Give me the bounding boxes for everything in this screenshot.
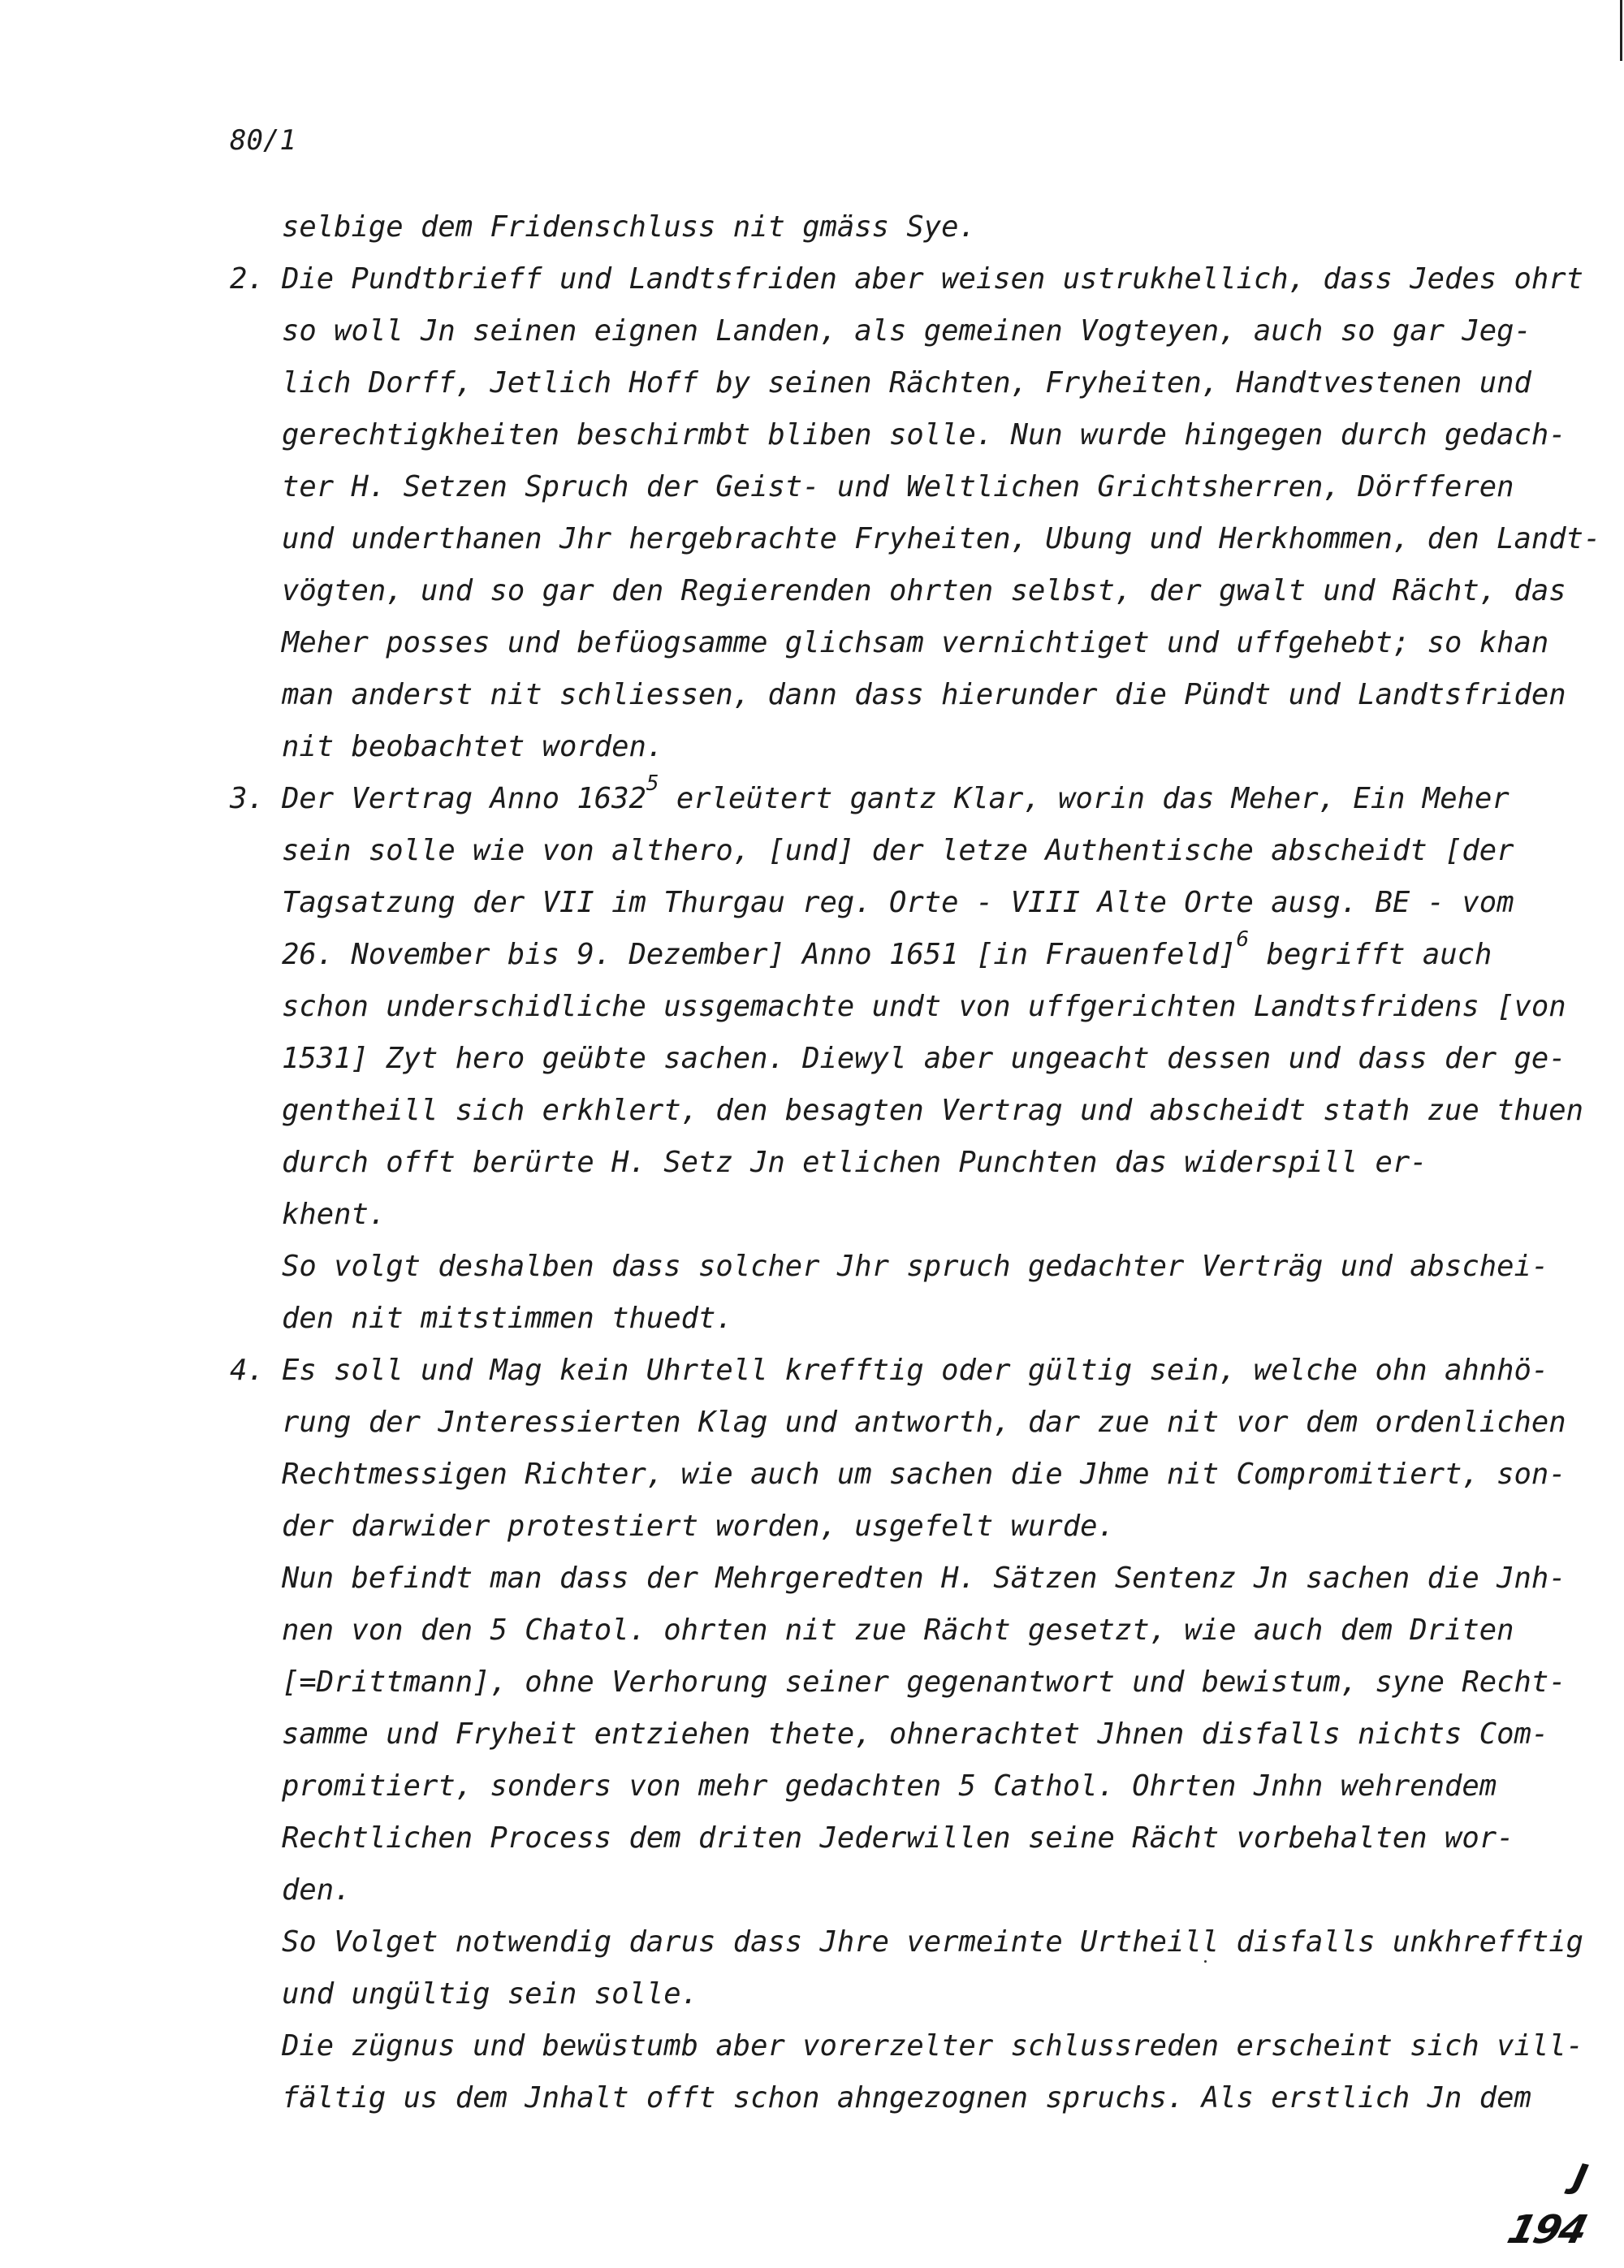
page-edge-mark [1620,0,1622,61]
text-line: ter H. Setzen Spruch der Geist- und Weltlichen Grichtsherren, Dörfferen [282,470,1514,503]
text-line: sein solle wie von althero, [und] der letze Authentische abscheidt [der [282,834,1514,867]
text-line: lich Dorff, Jetlich Hoff by seinen Rächten, Fryheiten, Handtvestenen und [282,366,1531,400]
handwritten-folio-number: 194 [1503,2207,1592,2253]
text-segment: Der Vertrag Anno 1632 [282,782,646,815]
text-line: schon underschidliche ussgemachte undt von uffgerichten Landtsfridens [von [282,990,1566,1023]
text-line: Es soll und Mag kein Uhrtell krefftig oder gültig sein, welche ohn ahnhö- [282,1354,1549,1387]
text-line: Meher posses und befüogsamme glichsam vernichtiget und uffgehebt; so khan [282,626,1549,659]
text-line: Rechtmessigen Richter, wie auch um sachen die Jhme nit Compromitiert, son- [282,1458,1566,1491]
paragraph-number: 3. [230,782,265,815]
text-line: fältig us dem Jnhalt offt schon ahngezognen spruchs. Als erstlich Jn dem [282,2081,1531,2115]
text-line: der darwider protestiert worden, usgefelt wurde. [282,1510,1115,1543]
text-line: gerechtigkheiten beschirmbt bliben solle. Nun wurde hingegen durch gedach- [282,418,1566,451]
text-line: rung der Jnteressierten Klag und antworth, dar zue nit vor dem ordenlichen [282,1406,1566,1439]
text-line: So Volget notwendig darus dass Jhre vermeinte Urtheill disfalls unkhrefftig [282,1925,1583,1959]
text-line: Die zügnus und bewüstumb aber vorerzelter schlussreden erscheint sich vill- [282,2029,1583,2063]
footnote-marker: 6 [1236,927,1250,952]
text-line: Tagsatzung der VII im Thurgau reg. Orte - VIII Alte Orte ausg. BE - vom [282,886,1514,919]
text-line [282,771,1510,819]
text-line [282,927,1492,975]
text-segment: erleütert gantz Klar, worin das Meher, Ein Meher [659,782,1510,815]
text-line: Die Pundtbrieff und Landtsfriden aber weisen ustrukhellich, dass Jedes ohrt [282,262,1583,296]
ink-dot [1204,1960,1207,1963]
text-line: nen von den 5 Chatol. ohrten nit zue Rächt gesetzt, wie auch dem Driten [282,1614,1514,1647]
text-line: selbige dem Fridenschluss nit gmäss Sye. [282,210,976,244]
handwritten-mark: J [1569,2155,1592,2200]
text-line: gentheill sich erkhlert, den besagten Vertrag und abscheidt stath zue thuen [282,1094,1583,1127]
text-line: den nit mitstimmen thuedt. [282,1302,733,1335]
text-line: Nun befindt man dass der Mehrgeredten H. Sätzen Sentenz Jn sachen die Jnh- [282,1562,1566,1595]
text-line: samme und Fryheit entziehen thete, ohnerachtet Jhnen disfalls nichts Com- [282,1717,1549,1751]
text-segment: begrifft auch [1249,938,1492,971]
text-line: man anderst nit schliessen, dann dass hierunder die Pündt und Landtsfriden [282,678,1566,711]
text-line: khent. [282,1198,387,1231]
text-line: Rechtlichen Process dem driten Jederwillen seine Rächt vorbehalten wor- [282,1821,1514,1855]
page-number: 80/1 [230,124,296,157]
footnote-marker: 5 [646,771,659,796]
text-line: und underthanen Jhr hergebrachte Fryheiten, Ubung und Herkhommen, den Landt- [282,522,1601,555]
text-line: vögten, und so gar den Regierenden ohrten selbst, der gwalt und Rächt, das [282,574,1566,607]
text-line: So volgt deshalben dass solcher Jhr spruch gedachter Verträg und abschei- [282,1250,1549,1283]
text-line: [=Drittmann], ohne Verhorung seiner gegenantwort und bewistum, syne Recht- [282,1665,1566,1699]
text-segment: 26. November bis 9. Dezember] Anno 1651 [in Frauenfeld] [282,938,1237,971]
text-line: nit beobachtet worden. [282,730,664,763]
text-line: und ungültig sein solle. [282,1977,698,2011]
text-line: durch offt berürte H. Setz Jn etlichen Punchten das widerspill er- [282,1146,1427,1179]
text-line: promitiert, sonders von mehr gedachten 5 Cathol. Ohrten Jnhn wehrendem [282,1769,1497,1803]
text-line: so woll Jn seinen eignen Landen, als gemeinen Vogteyen, auch so gar Jeg- [282,314,1531,348]
text-line: 1531] Zyt hero geübte sachen. Diewyl aber ungeacht dessen und dass der ge- [282,1042,1566,1075]
text-line: den. [282,1873,352,1907]
paragraph-number: 4. [230,1354,265,1387]
paragraph-number: 2. [230,262,265,296]
